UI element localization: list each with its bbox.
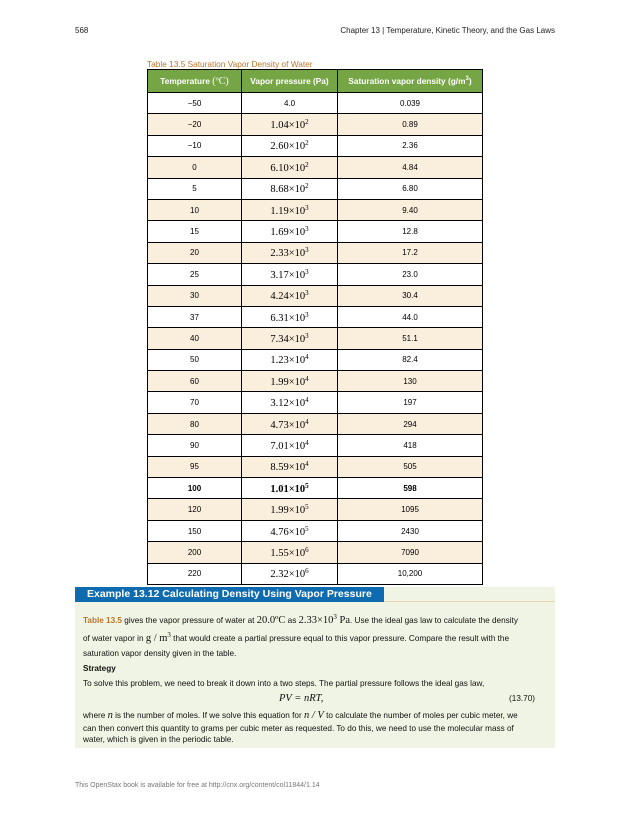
equation-number: (13.70) <box>509 694 535 703</box>
math-unit-exp: 3 <box>167 631 171 639</box>
pressure-mantissa: 1.69×10 <box>270 227 306 239</box>
header-temperature <box>148 70 242 93</box>
cell-temperature: 70 <box>148 392 242 413</box>
table-row <box>148 221 483 242</box>
cell-saturation-density: 2430 <box>338 520 483 541</box>
text: where <box>83 711 108 720</box>
cell-temperature: 220 <box>148 563 242 584</box>
header-density-exp: 3 <box>465 76 469 83</box>
pressure-mantissa: 4.76×10 <box>270 526 306 538</box>
strategy-heading: Strategy <box>83 664 116 673</box>
pressure-mantissa: 4.73×10 <box>270 419 306 431</box>
table-row <box>148 435 483 456</box>
example-para-3: saturation vapor density given in the table. <box>83 649 237 658</box>
cell-vapor-pressure <box>242 392 338 413</box>
pressure-exponent: 3 <box>305 289 309 298</box>
pressure-mantissa: 2.32×10 <box>270 569 306 581</box>
math-unit-density <box>146 633 171 644</box>
table-row <box>148 93 483 114</box>
cell-saturation-density: 7090 <box>338 542 483 563</box>
table-body <box>148 93 483 585</box>
table-row <box>148 264 483 285</box>
table-row <box>148 306 483 327</box>
cell-temperature: 60 <box>148 371 242 392</box>
cell-temperature: 120 <box>148 499 242 520</box>
pressure-mantissa: 4.24×10 <box>270 291 306 303</box>
text: to calculate the number of moles per cubic meter, we <box>323 711 518 720</box>
text: as <box>285 616 299 625</box>
footer-note: This OpenStax book is available for free at http://cnx.org/content/col11844/1.14 <box>75 782 320 789</box>
pressure-exponent: 3 <box>305 225 309 234</box>
cell-temperature: 150 <box>148 520 242 541</box>
cell-saturation-density: 505 <box>338 456 483 477</box>
pressure-exponent: 4 <box>305 460 309 469</box>
cell-temperature: 20 <box>148 242 242 263</box>
cell-saturation-density: 82.4 <box>338 349 483 370</box>
cell-temperature: 15 <box>148 221 242 242</box>
cell-saturation-density: 130 <box>338 371 483 392</box>
math-unit: Pa <box>336 615 350 626</box>
equation-row <box>83 691 547 706</box>
pressure-mantissa: 7.01×10 <box>270 440 306 452</box>
table-row <box>148 242 483 263</box>
pressure-exponent: 5 <box>305 524 309 533</box>
cell-temperature: 25 <box>148 264 242 285</box>
table-row <box>148 285 483 306</box>
table-reference-link[interactable]: Table 13.5 <box>83 616 122 625</box>
cell-vapor-pressure <box>242 349 338 370</box>
pressure-exponent: 3 <box>305 267 309 276</box>
pressure-exponent: 5 <box>305 481 309 490</box>
pressure-mantissa: 2.33×10 <box>270 248 306 260</box>
table-row <box>148 349 483 370</box>
vapor-density-table <box>147 69 483 585</box>
cell-vapor-pressure <box>242 563 338 584</box>
cell-vapor-pressure <box>242 478 338 499</box>
chapter-header: Chapter 13 | Temperature, Kinetic Theory, and the Gas Laws <box>340 26 555 35</box>
pressure-mantissa: 7.34×10 <box>270 333 306 345</box>
math-temperature: 20.0ºC <box>256 615 286 626</box>
example-body <box>83 610 547 745</box>
equation-ideal-gas: PV = nRT, <box>279 693 324 704</box>
cell-vapor-pressure <box>242 178 338 199</box>
pressure-exponent: 3 <box>305 246 309 255</box>
cell-temperature: 30 <box>148 285 242 306</box>
cell-vapor-pressure <box>242 456 338 477</box>
header-density-label: Saturation vapor density (g/m <box>348 76 466 86</box>
cell-saturation-density: 2.36 <box>338 135 483 156</box>
strategy-text: To solve this problem, we need to break it down into a two steps. The partial pressure follows the ideal gas law, <box>83 679 485 688</box>
cell-saturation-density: 44.0 <box>338 306 483 327</box>
table-row <box>148 178 483 199</box>
math-n-over-v: n / V <box>303 710 324 721</box>
pressure-exponent: 4 <box>305 417 309 426</box>
pressure-exponent: 6 <box>305 567 309 576</box>
header-temperature-label: Temperature <box>160 75 210 86</box>
cell-vapor-pressure <box>242 499 338 520</box>
table-caption: Table 13.5 Saturation Vapor Density of Water <box>147 59 313 69</box>
header-temperature-unit: (ºC) <box>212 75 229 87</box>
cell-vapor-pressure <box>242 435 338 456</box>
cell-vapor-pressure <box>242 285 338 306</box>
pressure-exponent: 3 <box>305 331 309 340</box>
cell-temperature: 90 <box>148 435 242 456</box>
cell-vapor-pressure <box>242 242 338 263</box>
cell-saturation-density: 294 <box>338 413 483 434</box>
header-pressure: Vapor pressure (Pa) <box>242 70 338 93</box>
header-density <box>338 70 483 93</box>
cell-saturation-density: 51.1 <box>338 328 483 349</box>
cell-temperature: −10 <box>148 135 242 156</box>
table-row <box>148 478 483 499</box>
math-unit-base: g / m <box>145 633 168 644</box>
table-row <box>148 456 483 477</box>
pressure-exponent: 3 <box>305 310 309 319</box>
pressure-mantissa: 6.10×10 <box>270 162 306 174</box>
cell-vapor-pressure <box>242 264 338 285</box>
pressure-exponent: 3 <box>305 203 309 212</box>
table-row <box>148 135 483 156</box>
pressure-exponent: 2 <box>305 182 309 191</box>
cell-saturation-density: 10,200 <box>338 563 483 584</box>
pressure-exponent: 4 <box>305 396 309 405</box>
cell-temperature: 80 <box>148 413 242 434</box>
cell-vapor-pressure <box>242 328 338 349</box>
pressure-mantissa: 3.17×10 <box>270 269 306 281</box>
cell-vapor-pressure <box>242 306 338 327</box>
pressure-mantissa: 1.99×10 <box>270 505 306 517</box>
table-row <box>148 499 483 520</box>
header-density-close: ) <box>468 76 472 86</box>
cell-saturation-density: 30.4 <box>338 285 483 306</box>
pressure-mantissa: 2.60×10 <box>270 141 306 153</box>
cell-saturation-density: 1095 <box>338 499 483 520</box>
cell-vapor-pressure: 4.0 <box>242 93 338 114</box>
pressure-mantissa: 1.19×10 <box>270 205 306 217</box>
pressure-exponent: 6 <box>305 545 309 554</box>
cell-temperature: 5 <box>148 178 242 199</box>
pressure-exponent: 2 <box>305 160 309 169</box>
cell-temperature: 37 <box>148 306 242 327</box>
table-row <box>148 563 483 584</box>
cell-saturation-density: 12.8 <box>338 221 483 242</box>
cell-saturation-density: 0.039 <box>338 93 483 114</box>
pressure-exponent: 5 <box>305 503 309 512</box>
math-n: n <box>107 710 113 721</box>
where-para-line-3: water, which is given in the periodic table. <box>83 735 234 744</box>
pressure-exponent: 4 <box>305 353 309 362</box>
pressure-mantissa: 1.23×10 <box>270 355 306 367</box>
cell-vapor-pressure <box>242 520 338 541</box>
math-pressure <box>299 615 350 626</box>
cell-saturation-density: 4.84 <box>338 157 483 178</box>
cell-vapor-pressure <box>242 371 338 392</box>
cell-saturation-density: 6.80 <box>338 178 483 199</box>
cell-vapor-pressure <box>242 542 338 563</box>
where-para-line-2: can then convert this quantity to grams per cubic meter as requested. To do this, we need to use the molecular mass of <box>83 724 514 733</box>
cell-temperature: −20 <box>148 114 242 135</box>
table-row <box>148 371 483 392</box>
cell-saturation-density: 17.2 <box>338 242 483 263</box>
cell-vapor-pressure <box>242 157 338 178</box>
table-row <box>148 520 483 541</box>
pressure-mantissa: 1.01×10 <box>270 483 306 495</box>
cell-saturation-density: 418 <box>338 435 483 456</box>
math-exponent: 3 <box>333 613 337 621</box>
example-para-2 <box>83 628 547 646</box>
cell-saturation-density: 0.89 <box>338 114 483 135</box>
where-para <box>83 708 547 723</box>
pressure-exponent: 2 <box>305 118 309 127</box>
cell-temperature: 100 <box>148 478 242 499</box>
pressure-exponent: 4 <box>305 438 309 447</box>
example-title: Example 13.12 Calculating Density Using Vapor Pressure <box>75 587 384 602</box>
table-row <box>148 199 483 220</box>
pressure-mantissa: 1.55×10 <box>270 547 306 559</box>
pressure-mantissa: 1.04×10 <box>270 120 306 132</box>
table-row <box>148 114 483 135</box>
text: that would create a partial pressure equal to this vapor pressure. Compare the result with the <box>170 634 510 643</box>
text: . Use the ideal gas law to calculate the density <box>349 616 518 625</box>
cell-saturation-density: 9.40 <box>338 199 483 220</box>
text: gives the vapor pressure of water at <box>122 616 257 625</box>
cell-vapor-pressure <box>242 221 338 242</box>
pressure-mantissa: 8.68×10 <box>270 184 306 196</box>
pressure-mantissa: 6.31×10 <box>270 312 306 324</box>
cell-temperature: 40 <box>148 328 242 349</box>
cell-temperature: 10 <box>148 199 242 220</box>
cell-saturation-density: 197 <box>338 392 483 413</box>
table-row <box>148 328 483 349</box>
pressure-mantissa: 3.12×10 <box>270 398 306 410</box>
cell-temperature: −50 <box>148 93 242 114</box>
cell-temperature: 200 <box>148 542 242 563</box>
table-row <box>148 542 483 563</box>
pressure-mantissa: 8.59×10 <box>270 462 306 474</box>
table-row <box>148 157 483 178</box>
table-header-row <box>148 70 483 93</box>
cell-vapor-pressure <box>242 114 338 135</box>
page-number: 568 <box>75 26 89 35</box>
cell-saturation-density: 598 <box>338 478 483 499</box>
cell-temperature: 95 <box>148 456 242 477</box>
cell-vapor-pressure <box>242 199 338 220</box>
text: is the number of moles. If we solve this equation for <box>112 711 304 720</box>
pressure-exponent: 4 <box>305 374 309 383</box>
cell-saturation-density: 23.0 <box>338 264 483 285</box>
text: of water vapor in <box>83 634 146 643</box>
cell-temperature: 0 <box>148 157 242 178</box>
example-para-1 <box>83 610 547 628</box>
pressure-exponent: 2 <box>305 139 309 148</box>
cell-vapor-pressure <box>242 413 338 434</box>
table-row <box>148 392 483 413</box>
cell-temperature: 50 <box>148 349 242 370</box>
math-mantissa: 2.33×10 <box>298 615 334 626</box>
pressure-mantissa: 1.99×10 <box>270 376 306 388</box>
table-row <box>148 413 483 434</box>
cell-vapor-pressure <box>242 135 338 156</box>
